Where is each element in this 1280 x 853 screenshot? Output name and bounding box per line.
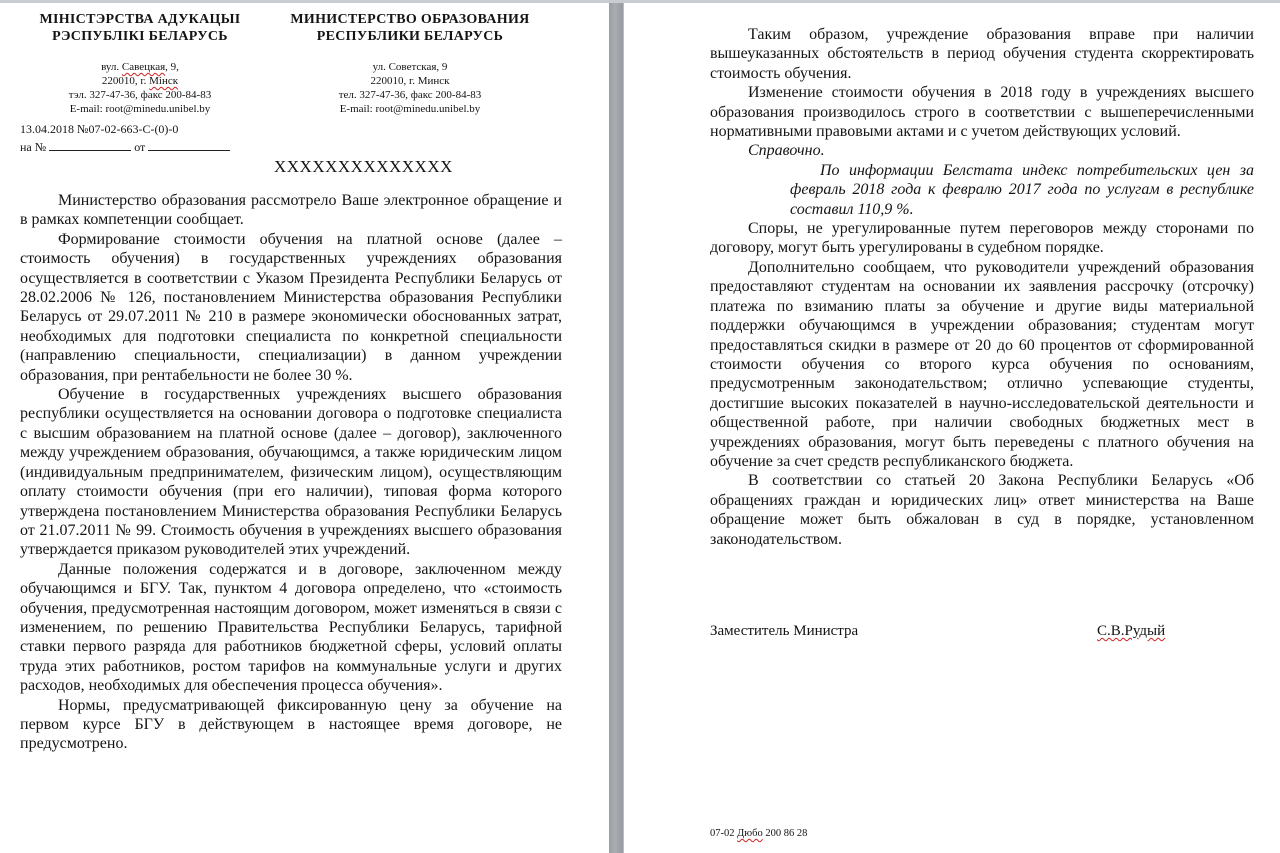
letter-meta	[20, 120, 230, 156]
letterhead-street: ул. Советская, 9	[372, 61, 448, 73]
ref-prefix: на №	[20, 140, 50, 154]
paragraph: Дополнительно сообщаем, что руководители учреждений образования предоставляют студентам на основании их заявления рассрочку (отсрочку) платежа по взиманию платы за обучение и другие виды материальной поддержки обучающимся в учреждении образования; студентам могут предоставляться скидки в размере от 20 до 60 процентов от сформированной стоимости обучения со второго курса обучения по основаниям, предусмотренным законодательством; отлично успевающие студенты, достигшие высоких показателей в научно-исследовательской деятельности и общественной работе, при наличии свободных бюджетных мест в учреждениях образования, могут быть переведены с платного обучения на обучение за счет средств республиканского бюджета.	[710, 258, 1254, 470]
ref-date-blank	[148, 138, 230, 151]
letterhead-russian	[280, 11, 540, 116]
ref-from: от	[131, 140, 149, 154]
city-prefix: 220010, г.	[101, 75, 150, 87]
street-prefix: вул.	[101, 61, 122, 73]
paragraph: В соответствии со статьей 20 Закона Республики Беларусь «Об обращениях граждан и юридических лиц» ответ министерства на Ваше обращение может быть обжалован в суд в порядке, установленном законодательством.	[710, 472, 1254, 548]
footer-phone: 200 86 28	[762, 828, 808, 839]
letterhead-email: E-mail: root@minedu.unibel.by	[69, 103, 211, 115]
letterhead-title-line2: РЭСПУБЛІКІ БЕЛАРУСЬ	[52, 29, 228, 44]
reference-label: Справочно.	[748, 142, 825, 160]
letterhead-phone: тел. 327-47-36, факс 200-84-83	[338, 89, 482, 101]
footer-code: 07-02	[710, 828, 738, 839]
addressee: ХХХХХХХХХХХХХХ	[274, 157, 453, 176]
letterhead-title-line2: РЕСПУБЛИКИ БЕЛАРУСЬ	[316, 29, 504, 44]
street-name: Савецкая	[121, 61, 166, 73]
page-separator	[609, 3, 624, 853]
paragraph: Министерство образования рассмотрело Ваше электронное обращение и в рамках компетенции сообщает.	[20, 192, 562, 229]
footer-executor-name: Дюбо	[737, 828, 763, 839]
street-suffix: , 9,	[165, 61, 179, 73]
paragraph: Формирование стоимости обучения на платной основе (далее – стоимость обучения) в государственных учреждениях образования осуществляется в соответствии с Указом Президента Республики Беларусь от 28.02.2006 № 126, постановлением Министерства образования Республики Беларусь от 29.07.2011 № 210 в размере экономически обоснованных затрат, необходимых для подготовки специалиста по конкретной специальности (направлению специальности, специализации) в данном учреждении образования, при рентабельности не более 30 %.	[20, 230, 562, 384]
letterhead-belarusian	[20, 11, 260, 116]
footer-executor	[710, 828, 807, 839]
letterhead-email: E-mail: root@minedu.unibel.by	[339, 103, 481, 115]
letterhead-title-line1: МІНІСТЭРСТВА АДУКАЦЫІ	[39, 12, 241, 27]
date-number: 13.04.2018 №07-02-663-С-(0)-0	[20, 122, 179, 136]
letterhead-phone: тэл. 327-47-36, факс 200-84-83	[68, 89, 212, 101]
ref-number-blank	[49, 138, 131, 151]
paragraph: Обучение в государственных учреждениях высшего образования республики осуществляется на основании договора о подготовке специалиста с высшим образованием на платной основе (далее – договор), заключенного между учреждением образования, обучающимся, а также юридическим лицом (индивидуальным предпринимателем, физическим лицом), осуществляющим оплату стоимости обучения (при его наличии), типовая форма которого утверждена постановлением Министерства образования Республики Беларусь от 21.07.2011 № 99. Стоимость обучения в учреждениях высшего образования утверждается приказом руководителей этих учреждений.	[20, 386, 562, 559]
paragraph: Таким образом, учреждение образования вправе при наличии вышеуказанных обстоятельств в период обучения студента скорректировать стоимость обучения.	[710, 26, 1254, 82]
city-name: Мінск	[149, 75, 179, 87]
letterhead-address	[280, 60, 540, 116]
paragraph: Споры, не урегулированные путем переговоров между сторонами по договору, могут быть урегулированы в судебном порядке.	[710, 220, 1254, 257]
letterhead-city: 220010, г. Минск	[370, 75, 450, 87]
reference-text: По информации Белстата индекс потребительских цен за февраль 2018 года к февралю 2017 года по услугам в республике составил 110,9 %.	[790, 161, 1254, 218]
reference-line	[20, 138, 230, 156]
document-page-2	[624, 3, 1280, 853]
letterhead-address	[20, 60, 260, 116]
signature-name: С.В.Рудый	[1097, 623, 1166, 639]
letter-body-page-2	[710, 25, 1254, 549]
paragraph: Изменение стоимости обучения в 2018 году в учреждениях высшего образования производилось строго в соответствии с вышеперечисленными нормативными правовыми актами и с учетом действующих условий.	[710, 84, 1254, 141]
signature-position: Заместитель Министра	[710, 623, 859, 639]
paragraph: Нормы, предусматривающей фиксированную цену за обучение на первом курсе БГУ в действующем в настоящее время договоре, не предусмотрено.	[20, 696, 562, 753]
document-page-1	[0, 3, 609, 853]
letter-body-page-1	[20, 191, 562, 754]
paragraph: Данные положения содержатся и в договоре, заключенном между обучающимся и БГУ. Так, пунктом 4 договора определено, что «стоимость обучения, предусмотренная настоящим договором, может изменяться в связи с изменением, по решению Правительства Республики Беларусь, тарифной ставки первого разряда для работников бюджетной сферы, условий оплаты труда этих работников, ростом тарифов на коммунальные услуги и других расходов, необходимых для обеспечения процесса обучения».	[20, 560, 562, 695]
letterhead-title-line1: МИНИСТЕРСТВО ОБРАЗОВАНИЯ	[290, 12, 530, 27]
